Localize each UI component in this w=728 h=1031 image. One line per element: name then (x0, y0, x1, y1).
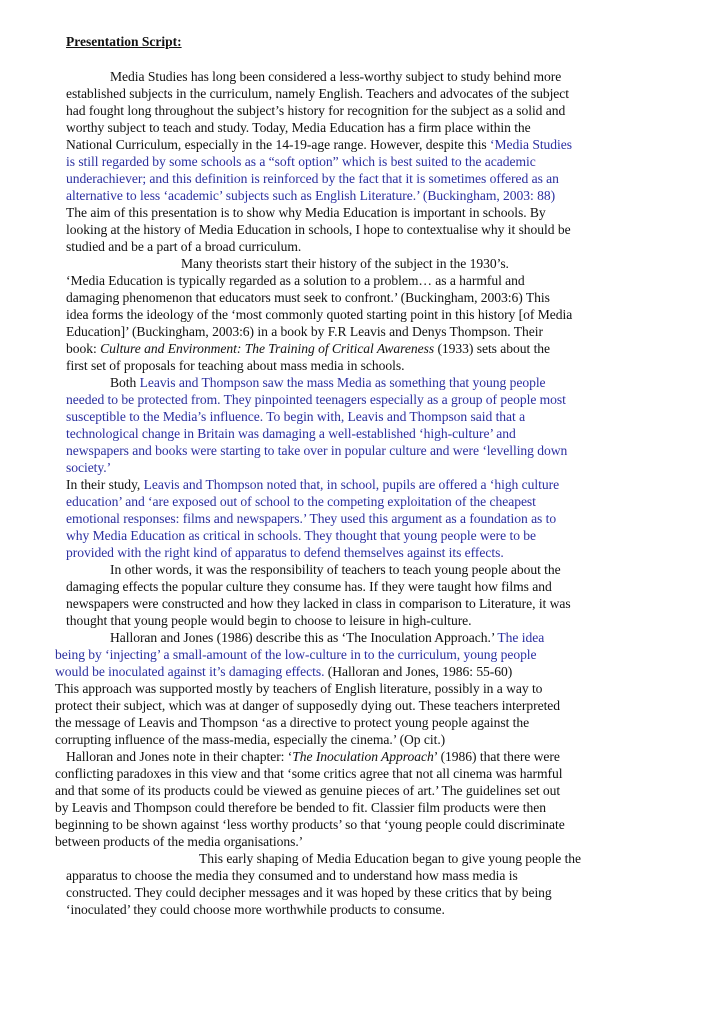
text-line (66, 493, 536, 510)
text-line (66, 306, 572, 323)
text-line (66, 238, 301, 255)
text-run: ‘Media Education is typically regarded as a solution to a problem… as a harmful and (66, 273, 525, 288)
italic-title: Culture and Environment: The Training of Critical Awareness (100, 341, 435, 356)
quoted-text: technological change in Britain was damaging a well-established ‘high-culture’ and (66, 426, 516, 441)
text-line (66, 425, 516, 442)
text-line (66, 357, 404, 374)
text-line (66, 459, 111, 476)
text-run: first set of proposals for teaching about mass media in schools. (66, 358, 405, 373)
text-line (66, 340, 550, 357)
text-run: between products of the media organisations.’ (55, 834, 304, 849)
quoted-text: newspapers and books were starting to take over in popular culture and were ‘levelling down (66, 443, 568, 458)
text-line (55, 714, 529, 731)
quoted-text: needed to be protected from. They pinpointed teenagers especially as a group of people most (66, 392, 566, 407)
text-run: established subjects in the curriculum, namely English. Teachers and advocates of the subject (66, 86, 570, 101)
quoted-text: alternative to less ‘academic’ subjects such as English Literature.’ (Buckingham, 2003: 88) (66, 188, 556, 203)
text-run: by Leavis and Thompson could therefore be bended to fit. Classier film products were then (55, 800, 546, 815)
text-run: constructed. They could decipher messages and it was hoped by these critics that by being (66, 885, 552, 900)
text-run: ‘inoculated’ they could choose more worthwhile products to consume. (66, 902, 445, 917)
text-line (66, 442, 567, 459)
quoted-text: why Media Education as critical in schools. They thought that young people were to be (66, 528, 537, 543)
text-run: damaging effects the popular culture they consume has. If they were taught how films and (66, 579, 552, 594)
text-run: This approach was supported mostly by teachers of English literature, possibly in a way to (55, 681, 543, 696)
text-line (55, 731, 445, 748)
text-line (66, 510, 556, 527)
text-line (66, 153, 536, 170)
text-line (66, 578, 552, 595)
quoted-text: is still regarded by some schools as a “soft option” which is best suited to the academic (66, 154, 536, 169)
quoted-text: susceptible to the Media’s influence. To begin with, Leavis and Thompson said that a (66, 409, 526, 424)
text-run: This early shaping of Media Education began to give young people the (199, 851, 582, 866)
text-run: thought that young people would begin to choose to leisure in high-culture. (66, 613, 472, 628)
quoted-text: The idea (497, 630, 545, 645)
quoted-text: society.’ (66, 460, 112, 475)
italic-title: The Inoculation Approach (292, 749, 434, 764)
text-run: conflicting paradoxes in this view and that ‘some critics agree that not all cinema was harmful (55, 766, 563, 781)
text-run: In other words, it was the responsibility of teachers to teach young people about the (110, 562, 561, 577)
quoted-text: Leavis and Thompson noted that, in school, pupils are offered a ‘high culture (143, 477, 560, 492)
text-run: idea forms the ideology of the ‘most commonly quoted starting point in this history [of Media (66, 307, 573, 322)
text-line (66, 595, 571, 612)
text-line (55, 782, 560, 799)
text-run: damaging phenomenon that educators must seek to confront.’ (Buckingham, 2003:6) This (66, 290, 550, 305)
text-line (55, 646, 537, 663)
quoted-text: ‘Media Studies (490, 137, 573, 152)
text-line (110, 629, 544, 646)
text-line (66, 748, 560, 765)
text-run: had fought long throughout the subject’s history for recognition for the subject as a solid and (66, 103, 566, 118)
text-run: ’ (1986) that there were (433, 749, 560, 764)
text-line (66, 272, 525, 289)
text-line (66, 187, 555, 204)
text-line (66, 102, 565, 119)
text-run: book: (66, 341, 101, 356)
text-run: Education]’ (Buckingham, 2003:6) in a book by F.R Leavis and Denys Thompson. Their (66, 324, 543, 339)
text-run: (1933) sets about the (434, 341, 551, 356)
text-run: The aim of this presentation is to show why Media Education is important in schools. By (66, 205, 546, 220)
text-line (66, 527, 536, 544)
text-run: Many theorists start their history of the subject in the 1930’s. (181, 256, 509, 271)
text-line (66, 204, 546, 221)
text-line (110, 561, 561, 578)
text-line (55, 799, 546, 816)
text-line (66, 170, 559, 187)
quoted-text: would be inoculated against it’s damaging effects. (55, 664, 325, 679)
text-run: newspapers were constructed and how they lacked in class in comparison to Literature, it was (66, 596, 571, 611)
text-run: the message of Leavis and Thompson ‘as a directive to protect young people against the (55, 715, 530, 730)
text-run: beginning to be shown against ‘less worthy products’ so that ‘young people could discriminate (55, 817, 565, 832)
text-line (66, 408, 525, 425)
text-run: and that some of its products could be viewed as genuine pieces of art.’ The guidelines set out (55, 783, 561, 798)
text-run: studied and be a part of a broad curriculum. (66, 239, 302, 254)
text-line (66, 85, 569, 102)
text-line (55, 663, 512, 680)
text-run: protect their subject, which was at danger of supposedly dying out. These teachers interpreted (55, 698, 561, 713)
text-run: worthy subject to teach and study. Today, Media Education has a firm place within the (66, 120, 531, 135)
text-line (66, 119, 531, 136)
text-line (55, 816, 565, 833)
quoted-text: underachiever; and this definition is reinforced by the fact that it is sometimes offered as an (66, 171, 559, 186)
quoted-text: education’ and ‘are exposed out of school to the competing exploitation of the cheapest (66, 494, 536, 509)
text-line (55, 680, 542, 697)
text-line (66, 323, 543, 340)
text-run: National Curriculum, especially in the 14-19-age range. However, despite this (66, 137, 491, 152)
text-line (66, 612, 472, 629)
text-run: In their study, (66, 477, 144, 492)
quoted-text: Leavis and Thompson saw the mass Media as something that young people (139, 375, 546, 390)
text-line (66, 289, 550, 306)
text-run: Both (110, 375, 140, 390)
text-run: (Halloran and Jones, 1986: 55-60) (324, 664, 513, 679)
text-line (66, 884, 552, 901)
quoted-text: emotional responses: films and newspapers.’ They used this argument as a foundation as to (66, 511, 557, 526)
text-line (110, 68, 561, 85)
text-line (55, 765, 563, 782)
text-line (199, 850, 581, 867)
page-title: Presentation Script: (66, 34, 182, 49)
text-run: Media Studies has long been considered a less-worthy subject to study behind more (110, 69, 562, 84)
text-line (66, 221, 571, 238)
quoted-text: being by ‘injecting’ a small-amount of the low-culture in to the curriculum, young people (55, 647, 537, 662)
text-line (55, 697, 560, 714)
text-line (66, 544, 504, 561)
text-run: Halloran and Jones (1986) describe this as ‘The Inoculation Approach.’ (110, 630, 498, 645)
text-run: looking at the history of Media Education in schools, I hope to contextualise why it should be (66, 222, 571, 237)
text-line (181, 255, 509, 272)
quoted-text: provided with the right kind of apparatus to defend themselves against its effects. (66, 545, 504, 560)
text-run: Halloran and Jones note in their chapter: ‘ (66, 749, 293, 764)
text-line (55, 833, 303, 850)
text-line (66, 136, 572, 153)
text-line (66, 476, 559, 493)
text-run: apparatus to choose the media they consumed and to understand how mass media is (66, 868, 518, 883)
text-line (66, 391, 566, 408)
text-run: corrupting influence of the mass-media, especially the cinema.’ (Op cit.) (55, 732, 446, 747)
text-line (66, 901, 445, 918)
text-line (66, 867, 518, 884)
text-line (110, 374, 546, 391)
